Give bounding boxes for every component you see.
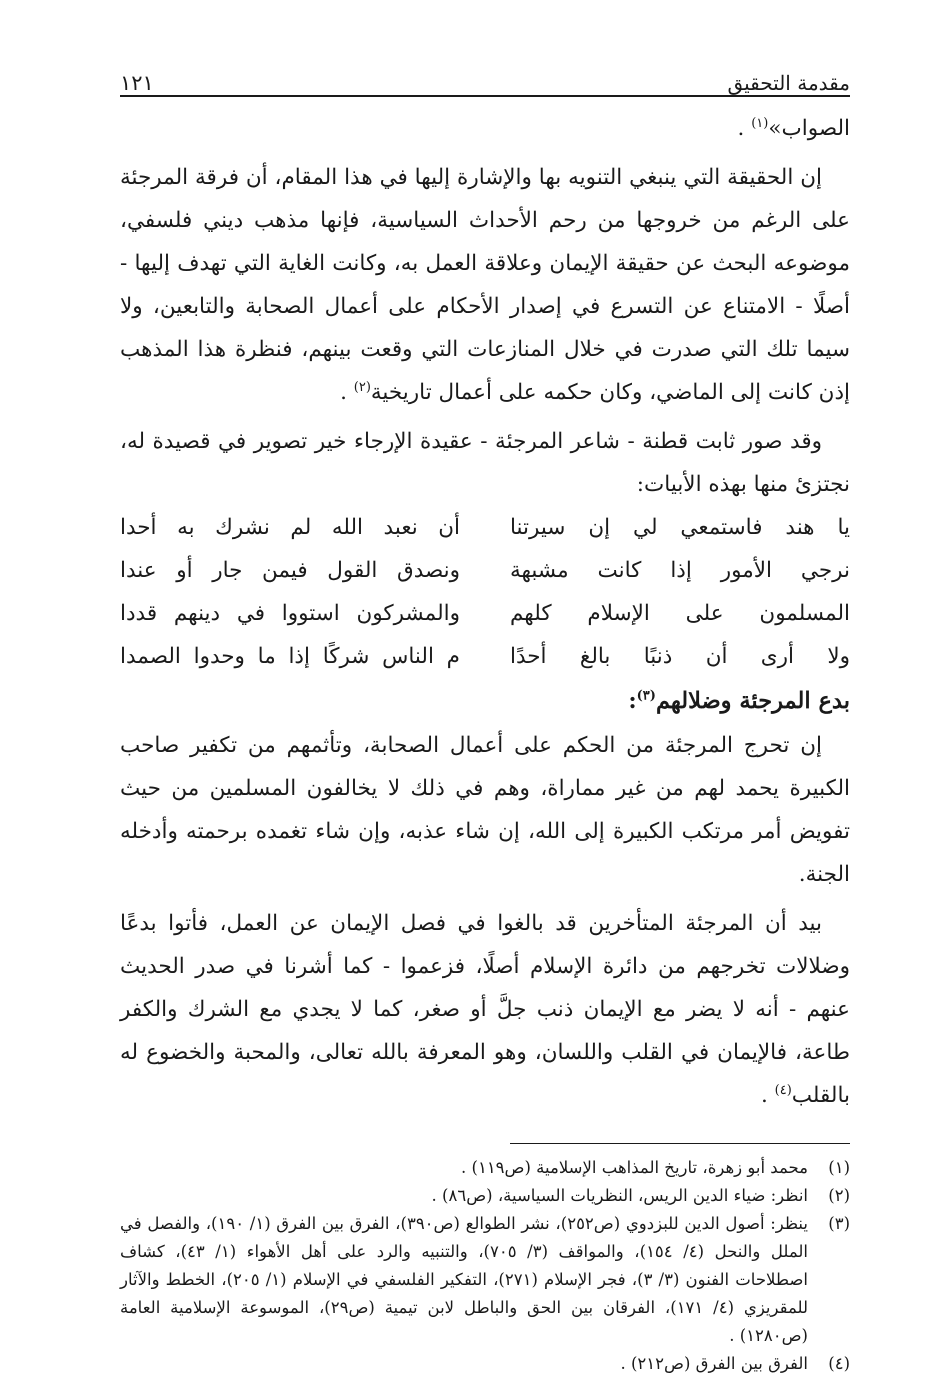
paragraph-4-text: بيد أن المرجئة المتأخرين قد بالغوا في فصل الإيمان عن العمل، فأتوا بدعًا وضلالات تخرجهم من دائرة الإسلام أصلًا، فزعموا - كما أشرنا في صدر الحديث عنهم - أنه لا يضر مع الإيمان ذنب جلَّ أو صغر، كما لا يجدي مع الشرك والكفر طاعة، فالإيمان في القلب واللسان، وهو المعرفة بالله تعالى، والمحبة والخضوع له بالقلب [120,911,850,1108]
paragraph-2: وقد صور ثابت قطنة - شاعر المرجئة - عقيدة الإرجاء خير تصوير في قصيدة له، نجتزئ منها بهذه الأبيات: [120,429,850,497]
footnote-text: محمد أبو زهرة، تاريخ المذاهب الإسلامية (ص١١٩) . [461,1158,808,1177]
footnote-ref-4: (٤) [774,1082,792,1098]
footnote-number: (٤) [828,1354,850,1373]
poem-first-hemistich: يا هند فاستمعي لي إن سيرتنا [510,515,850,540]
poem-second-hemistich: أن نعبد الله لم نشرك به أحدا [120,515,460,540]
paragraph-1-end: . [340,380,354,405]
section-heading-text: بدع المرجئة وضلالهم [655,688,850,714]
paragraph-1-text: إن الحقيقة التي ينبغي التنويه بها والإشارة إليها في هذا المقام، أن فرقة المرجئة على الرغم من خروجها من رحم الأحداث السياسية، فإنها مذهب ديني فلسفي، موضوعه البحث عن حقيقة الإيمان وعلاقة العمل به، وكانت الغاية التي تهدف إليها - أصلًا - الامتناع عن التسرع في إصدار الأحكام على أعمال الصحابة والتابعين، ولا سيما تلك التي صدرت في خلال المنازعات التي وقعت بينهم، فنظرة هذا المذهب إذن كانت إلى الماضي، وكان حكمه على أعمال تاريخية [120,165,850,405]
footnote-text: ينظر: أصول الدين للبزدوي (ص٢٥٢)، نشر الطوالع (ص٣٩٠)، الفرق بين الفرق (١/ ١٩٠)، والفصل في الملل والنحل (٤/ ١٥٤)، والمواقف (٣/ ٧٠٥)، والتنبيه والرد على أهل الأهواء (١/ ٤٣)، كشاف اصطلاحات الفنون (٣/ ٣)، فجر الإسلام (٢٧١)، التفكير الفلسفي في الإسلام (١/ ٢٠٥)، الخطط والآثار للمقريزي (٤/ ١٧١)، الفرقان بين الحق والباطل لابن تيمية (ص٢٩)، الموسوعة الإسلامية العامة (ص١٢٨٠) . [120,1214,808,1345]
paragraph-3: إن تحرج المرجئة من الحكم على أعمال الصحابة، وتأثمهم من تكفير صاحب الكبيرة يحمد لهم من غير مماراة، وهم في ذلك لا يخالفون المسلمين من حيث تفويض أمر مرتكب الكبيرة إلى الله، إن شاء عذبه، وإن شاء تغمده برحمته وأدخله الجنة. [120,733,850,887]
footnote-number: (٣) [828,1214,850,1233]
paragraph-0-text: الصواب» [768,116,850,141]
footnotes [120,1154,850,1378]
footnote-item [120,1350,850,1378]
poem-second-hemistich: ونصدق القول فيمن جار أو عندا [120,558,460,583]
footnote-text: انظر: ضياء الدين الريس، النظريات السياسية، (ص٨٦) . [431,1186,808,1205]
poem-first-hemistich: ولا أرى أن ذنبًا بالغ أحدًا [510,644,850,669]
section-heading [120,678,850,724]
document-page [120,55,850,1378]
page-header [120,55,850,97]
paragraph-0 [120,107,850,150]
footnote-ref-1: (١) [751,115,769,131]
paragraph-4 [120,902,850,1117]
footnote-item [120,1182,850,1210]
footnote-item [120,1154,850,1182]
footnote-ref-2: (٢) [353,379,371,395]
poem-verse [120,592,850,635]
poem-second-hemistich: والمشركون استووا في دينهم قددا [120,601,460,626]
footnote-text: الفرق بين الفرق (ص٢١٢) . [620,1354,808,1373]
footnote-ref-3: (٣) [636,688,656,704]
footnote-divider [510,1143,850,1144]
section-heading-end: : [628,688,637,714]
header-title: مقدمة التحقيق [727,71,850,95]
paragraph-0-end: . [737,116,752,141]
poem-first-hemistich: المسلمون على الإسلام كلهم [510,601,850,626]
page-number: ١٢١ [120,71,154,95]
poem [120,506,850,678]
paragraph-4-end: . [760,1083,775,1108]
poem-verse [120,549,850,592]
poem-second-hemistich: م الناس شركًا إذا ما وحدوا الصمدا [120,644,460,669]
poem-first-hemistich: نرجي الأمور إذا كانت مشبهة [510,558,850,583]
footnote-number: (١) [828,1158,850,1177]
paragraph-1 [120,156,850,414]
poem-verse [120,506,850,549]
main-text [120,107,850,1117]
footnote-item [120,1210,850,1350]
footnote-number: (٢) [828,1186,850,1205]
poem-verse [120,635,850,678]
